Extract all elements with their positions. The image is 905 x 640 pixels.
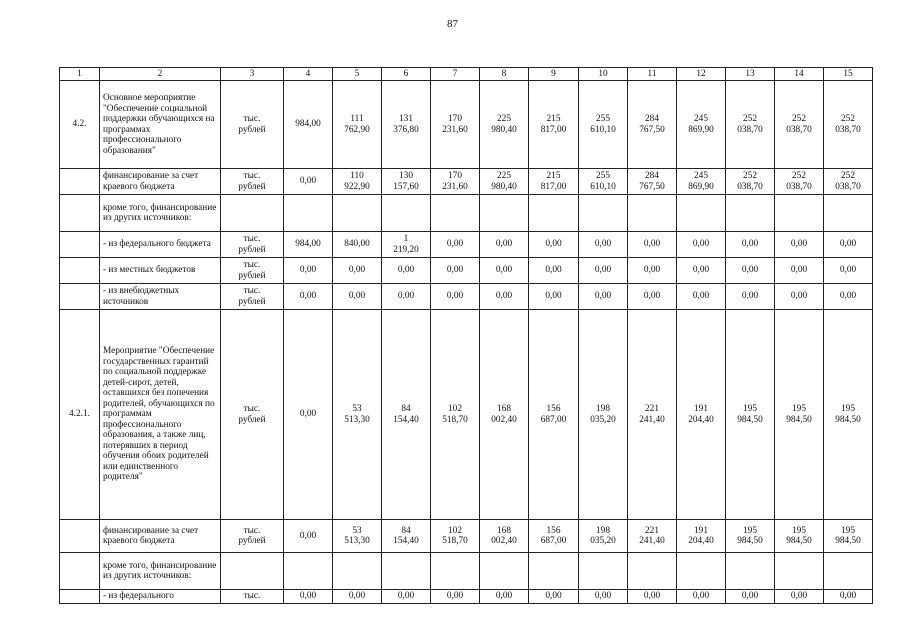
value-cell: 255 610,10 xyxy=(579,81,628,169)
row-number-cell: 4.2. xyxy=(60,81,100,169)
column-number-row xyxy=(60,68,873,81)
value-cell: 191 204,40 xyxy=(677,520,726,553)
value-cell: 84 154,40 xyxy=(382,520,431,553)
value-cell: 0,00 xyxy=(579,258,628,284)
value-cell: 198 035,20 xyxy=(579,520,628,553)
value-cell xyxy=(726,195,775,232)
column-number-7: 7 xyxy=(431,68,480,81)
value-cell xyxy=(726,553,775,590)
value-cell: 0,00 xyxy=(284,590,333,604)
budget-table xyxy=(59,67,873,604)
value-cell: 840,00 xyxy=(333,232,382,258)
unit-cell: тыс. рублей xyxy=(221,284,284,310)
value-cell: 245 869,90 xyxy=(677,81,726,169)
value-cell: 0,00 xyxy=(775,284,824,310)
value-cell: 0,00 xyxy=(824,232,873,258)
value-cell: 0,00 xyxy=(677,284,726,310)
value-cell: 0,00 xyxy=(677,258,726,284)
unit-cell: тыс. рублей xyxy=(221,310,284,520)
value-cell xyxy=(333,553,382,590)
value-cell xyxy=(431,553,480,590)
value-cell: 191 204,40 xyxy=(677,310,726,520)
unit-cell xyxy=(221,553,284,590)
description-cell: финансирование за счет краевого бюджета xyxy=(100,520,221,553)
row-number-cell xyxy=(60,195,100,232)
value-cell: 0,00 xyxy=(628,232,677,258)
row-number-cell xyxy=(60,169,100,195)
value-cell: 984,00 xyxy=(284,81,333,169)
value-cell: 195 984,50 xyxy=(824,310,873,520)
column-number-4: 4 xyxy=(284,68,333,81)
value-cell: 0,00 xyxy=(677,590,726,604)
value-cell: 0,00 xyxy=(628,258,677,284)
value-cell: 0,00 xyxy=(284,520,333,553)
column-number-11: 11 xyxy=(628,68,677,81)
value-cell: 195 984,50 xyxy=(726,310,775,520)
value-cell: 0,00 xyxy=(579,590,628,604)
table-row xyxy=(60,284,873,310)
row-number-cell xyxy=(60,284,100,310)
description-cell: - из федерального xyxy=(100,590,221,604)
unit-cell xyxy=(221,195,284,232)
row-number-cell xyxy=(60,232,100,258)
value-cell: 0,00 xyxy=(824,284,873,310)
value-cell: 252 038,70 xyxy=(726,169,775,195)
value-cell: 221 241,40 xyxy=(628,520,677,553)
value-cell: 170 231,60 xyxy=(431,169,480,195)
value-cell: 195 984,50 xyxy=(775,310,824,520)
value-cell: 0,00 xyxy=(382,258,431,284)
column-number-8: 8 xyxy=(480,68,529,81)
value-cell: 252 038,70 xyxy=(726,81,775,169)
value-cell xyxy=(480,195,529,232)
table-row xyxy=(60,258,873,284)
value-cell: 215 817,00 xyxy=(529,169,579,195)
value-cell: 0,00 xyxy=(284,284,333,310)
row-number-cell xyxy=(60,520,100,553)
value-cell: 0,00 xyxy=(726,284,775,310)
description-cell: - из федерального бюджета xyxy=(100,232,221,258)
value-cell: 0,00 xyxy=(529,590,579,604)
value-cell: 53 513,30 xyxy=(333,310,382,520)
value-cell: 0,00 xyxy=(529,284,579,310)
column-number-1: 1 xyxy=(60,68,100,81)
value-cell: 252 038,70 xyxy=(824,81,873,169)
column-number-14: 14 xyxy=(775,68,824,81)
value-cell: 0,00 xyxy=(382,284,431,310)
value-cell xyxy=(628,553,677,590)
value-cell: 0,00 xyxy=(431,590,480,604)
table-row xyxy=(60,520,873,553)
table-row xyxy=(60,310,873,520)
page-number: 87 xyxy=(447,18,458,30)
value-cell: 0,00 xyxy=(284,258,333,284)
value-cell xyxy=(775,553,824,590)
row-number-cell xyxy=(60,258,100,284)
table-body xyxy=(60,68,873,604)
table-row xyxy=(60,553,873,590)
value-cell: 221 241,40 xyxy=(628,310,677,520)
column-number-2: 2 xyxy=(100,68,221,81)
value-cell: 0,00 xyxy=(431,284,480,310)
column-number-12: 12 xyxy=(677,68,726,81)
value-cell: 0,00 xyxy=(677,232,726,258)
unit-cell: тыс. рублей xyxy=(221,169,284,195)
description-cell: Мероприятие "Обеспечение государственных гарантий по социальной поддержке детей-сирот, детей, оставшихся без попечения родителей, обучающихся по программам профессионального образования, а также лиц, потерявших в период обучения обоих родителей или единственного родителя" xyxy=(100,310,221,520)
unit-cell: тыс. xyxy=(221,590,284,604)
value-cell: 215 817,00 xyxy=(529,81,579,169)
value-cell: 252 038,70 xyxy=(775,81,824,169)
column-number-15: 15 xyxy=(824,68,873,81)
value-cell: 102 518,70 xyxy=(431,310,480,520)
table-row xyxy=(60,169,873,195)
value-cell: 0,00 xyxy=(333,590,382,604)
value-cell: 195 984,50 xyxy=(775,520,824,553)
description-cell: - из местных бюджетов xyxy=(100,258,221,284)
value-cell: 0,00 xyxy=(775,258,824,284)
value-cell: 110 922,90 xyxy=(333,169,382,195)
value-cell: 0,00 xyxy=(431,258,480,284)
table-row xyxy=(60,590,873,604)
value-cell xyxy=(382,553,431,590)
value-cell xyxy=(775,195,824,232)
table-row xyxy=(60,195,873,232)
value-cell: 130 157,60 xyxy=(382,169,431,195)
column-number-10: 10 xyxy=(579,68,628,81)
value-cell: 0,00 xyxy=(480,284,529,310)
value-cell: 0,00 xyxy=(579,284,628,310)
value-cell: 53 513,30 xyxy=(333,520,382,553)
value-cell: 0,00 xyxy=(529,232,579,258)
value-cell: 198 035,20 xyxy=(579,310,628,520)
unit-cell: тыс. рублей xyxy=(221,258,284,284)
column-number-6: 6 xyxy=(382,68,431,81)
value-cell xyxy=(824,195,873,232)
table-row xyxy=(60,81,873,169)
value-cell xyxy=(431,195,480,232)
value-cell: 0,00 xyxy=(480,232,529,258)
value-cell: 156 687,00 xyxy=(529,520,579,553)
value-cell: 0,00 xyxy=(628,284,677,310)
value-cell xyxy=(579,553,628,590)
value-cell xyxy=(579,195,628,232)
description-cell: - из внебюджетных источников xyxy=(100,284,221,310)
column-number-5: 5 xyxy=(333,68,382,81)
value-cell xyxy=(480,553,529,590)
row-number-cell xyxy=(60,590,100,604)
unit-cell: тыс. рублей xyxy=(221,81,284,169)
value-cell: 255 610,10 xyxy=(579,169,628,195)
value-cell xyxy=(529,195,579,232)
value-cell: 0,00 xyxy=(579,232,628,258)
value-cell: 102 518,70 xyxy=(431,520,480,553)
value-cell: 0,00 xyxy=(480,258,529,284)
value-cell: 131 376,80 xyxy=(382,81,431,169)
value-cell: 111 762,90 xyxy=(333,81,382,169)
value-cell: 245 869,90 xyxy=(677,169,726,195)
table-row xyxy=(60,232,873,258)
unit-cell: тыс. рублей xyxy=(221,232,284,258)
value-cell: 1 219,20 xyxy=(382,232,431,258)
value-cell: 0,00 xyxy=(775,232,824,258)
value-cell xyxy=(677,195,726,232)
value-cell: 225 980,40 xyxy=(480,169,529,195)
value-cell: 0,00 xyxy=(529,258,579,284)
value-cell: 0,00 xyxy=(824,590,873,604)
value-cell: 0,00 xyxy=(333,258,382,284)
value-cell: 984,00 xyxy=(284,232,333,258)
value-cell xyxy=(824,553,873,590)
value-cell: 156 687,00 xyxy=(529,310,579,520)
value-cell xyxy=(628,195,677,232)
value-cell: 0,00 xyxy=(726,232,775,258)
description-cell: кроме того, финансирование из других источников: xyxy=(100,553,221,590)
value-cell: 225 980,40 xyxy=(480,81,529,169)
value-cell: 168 002,40 xyxy=(480,520,529,553)
value-cell: 0,00 xyxy=(382,590,431,604)
column-number-9: 9 xyxy=(529,68,579,81)
description-cell: кроме того, финансирование из других источников: xyxy=(100,195,221,232)
value-cell: 168 002,40 xyxy=(480,310,529,520)
value-cell: 284 767,50 xyxy=(628,81,677,169)
description-cell: Основное мероприятие "Обеспечение социальной поддержки обучающихся на программах профессионального образования" xyxy=(100,81,221,169)
row-number-cell xyxy=(60,553,100,590)
value-cell: 0,00 xyxy=(726,258,775,284)
description-cell: финансирование за счет краевого бюджета xyxy=(100,169,221,195)
value-cell xyxy=(333,195,382,232)
value-cell: 252 038,70 xyxy=(824,169,873,195)
value-cell: 195 984,50 xyxy=(824,520,873,553)
unit-cell: тыс. рублей xyxy=(221,520,284,553)
value-cell xyxy=(284,553,333,590)
value-cell: 284 767,50 xyxy=(628,169,677,195)
value-cell: 0,00 xyxy=(480,590,529,604)
value-cell: 0,00 xyxy=(284,169,333,195)
value-cell: 252 038,70 xyxy=(775,169,824,195)
value-cell: 0,00 xyxy=(431,232,480,258)
row-number-cell: 4.2.1. xyxy=(60,310,100,520)
value-cell: 0,00 xyxy=(775,590,824,604)
value-cell xyxy=(284,195,333,232)
column-number-13: 13 xyxy=(726,68,775,81)
value-cell: 195 984,50 xyxy=(726,520,775,553)
value-cell xyxy=(382,195,431,232)
value-cell xyxy=(677,553,726,590)
value-cell: 0,00 xyxy=(628,590,677,604)
value-cell: 0,00 xyxy=(726,590,775,604)
value-cell: 84 154,40 xyxy=(382,310,431,520)
value-cell xyxy=(529,553,579,590)
value-cell: 0,00 xyxy=(284,310,333,520)
value-cell: 0,00 xyxy=(333,284,382,310)
value-cell: 170 231,60 xyxy=(431,81,480,169)
column-number-3: 3 xyxy=(221,68,284,81)
value-cell: 0,00 xyxy=(824,258,873,284)
